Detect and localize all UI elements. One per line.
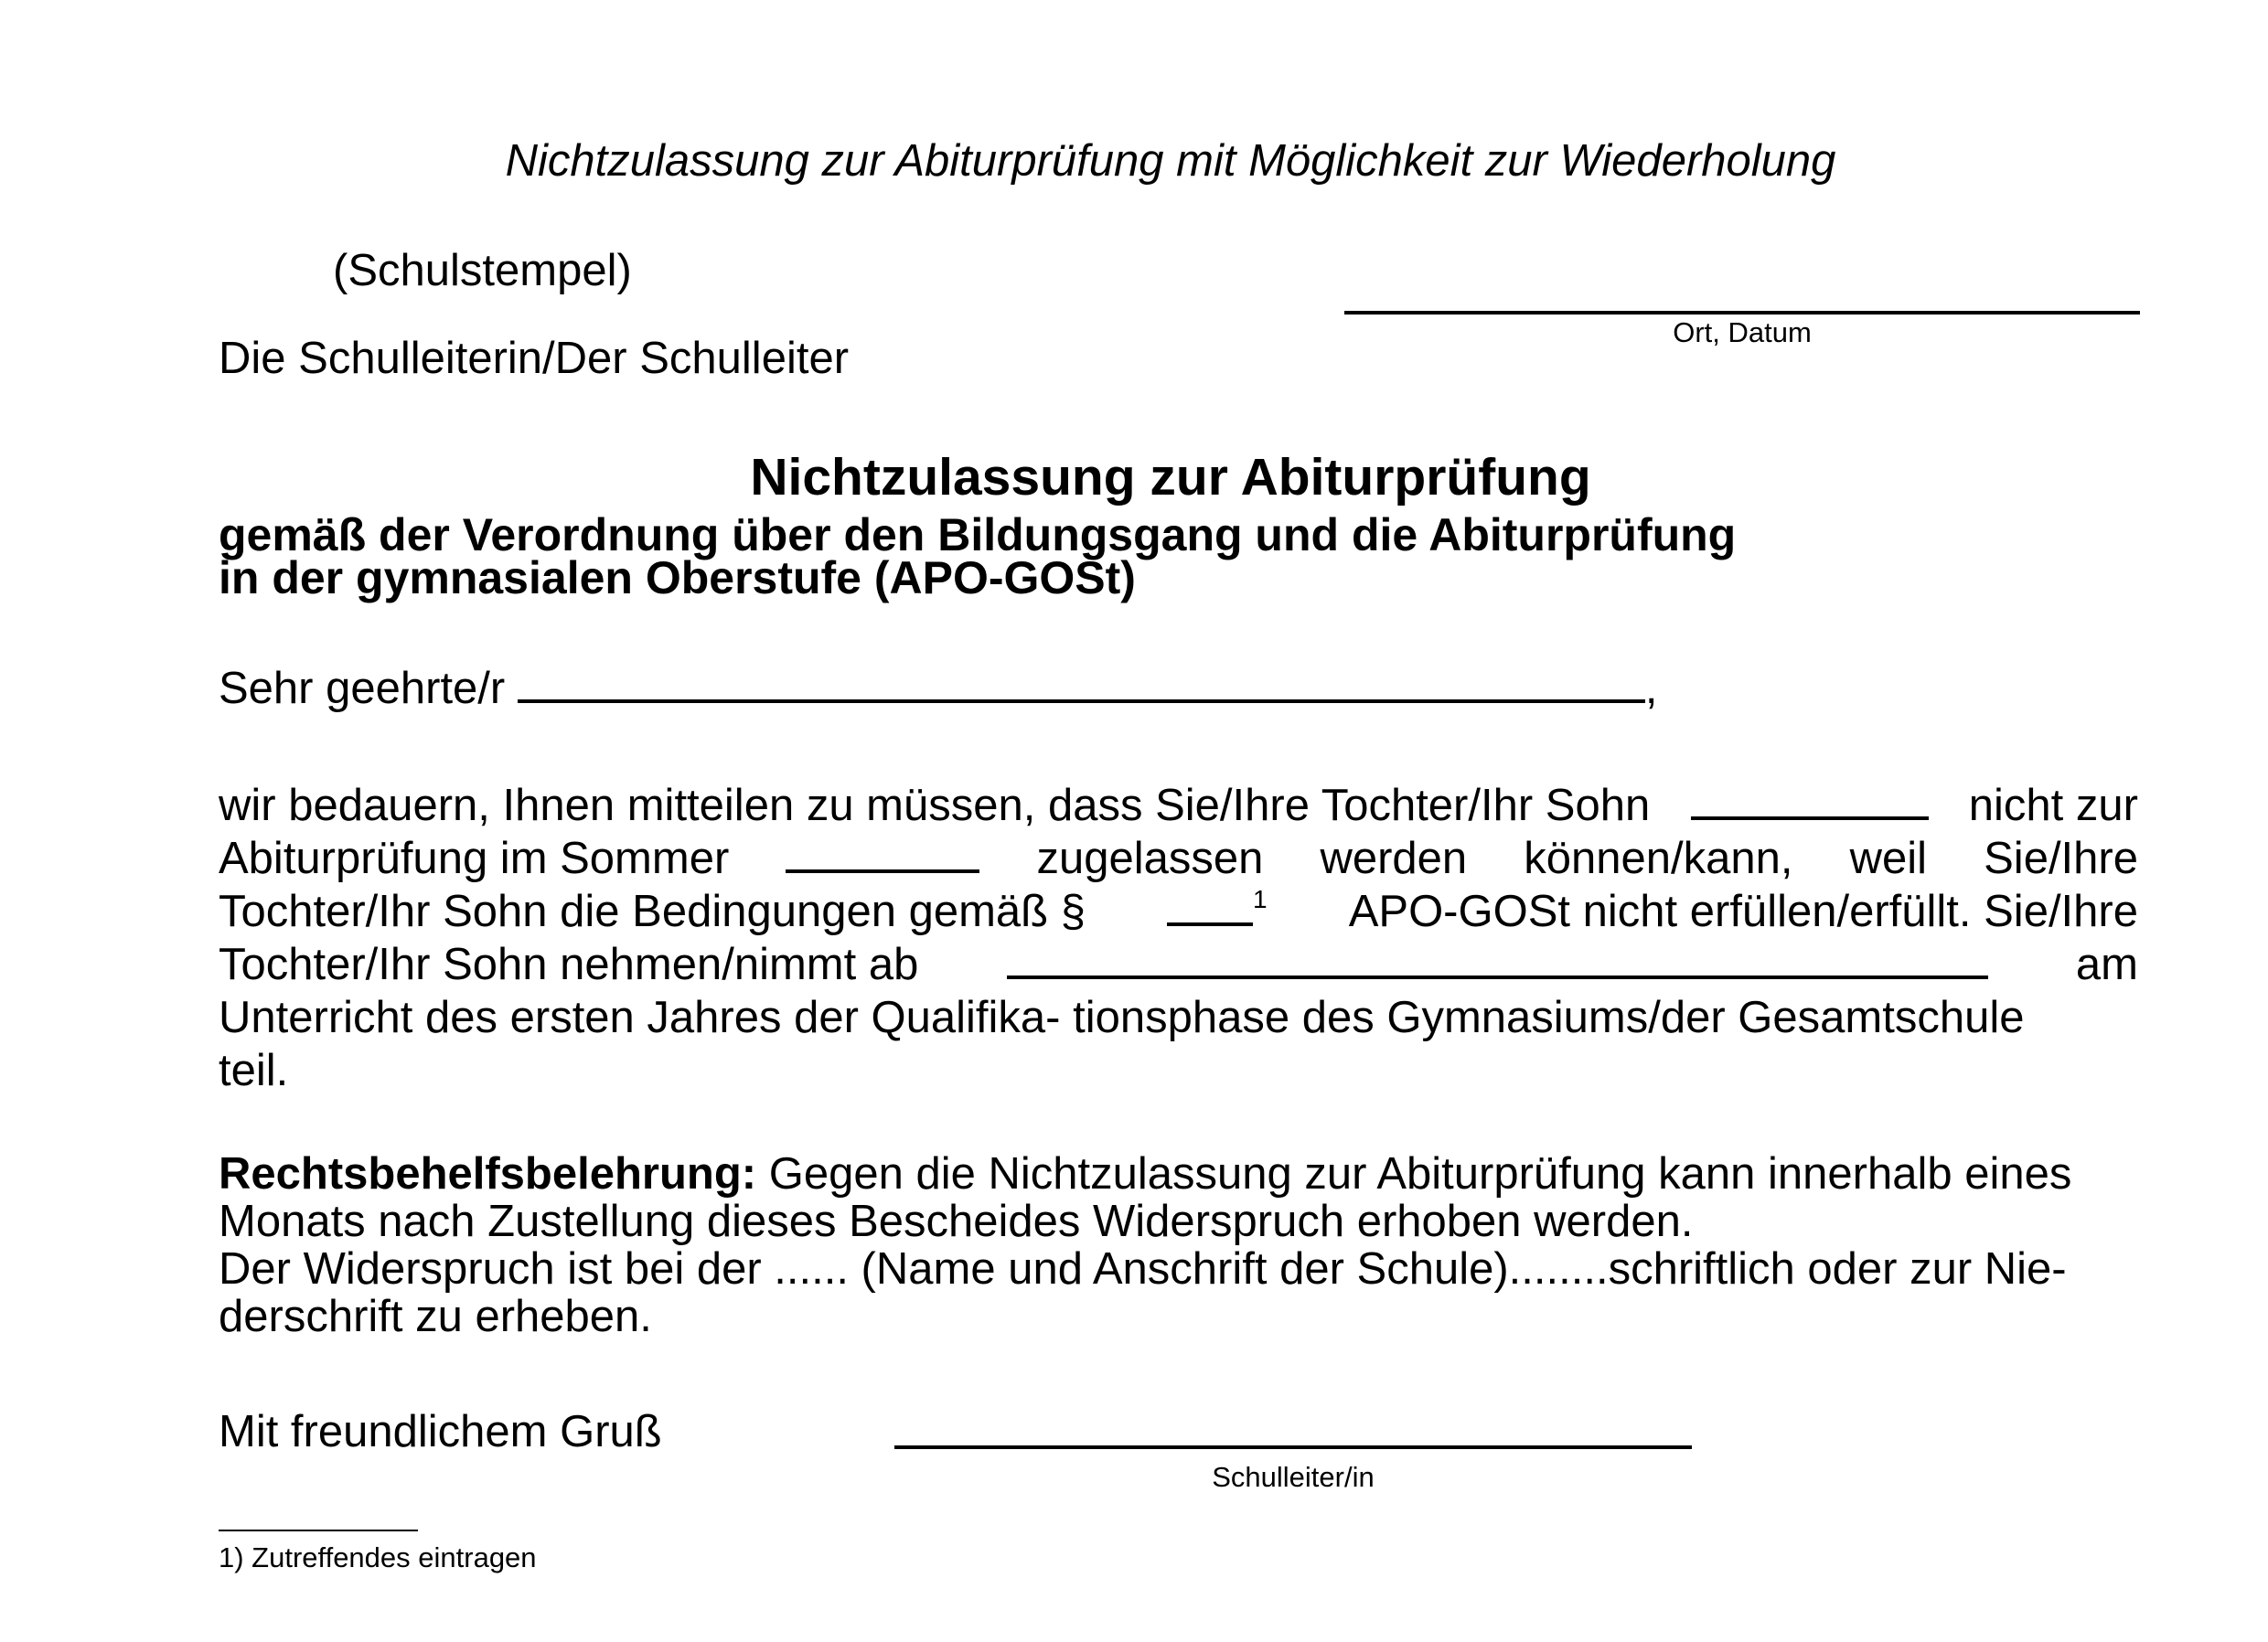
body-text: teil. bbox=[219, 1046, 289, 1095]
document-heading: Nichtzulassung zur Abiturprüfung mit Möglichkeit zur Wiederholung bbox=[505, 136, 1836, 186]
body-text: Abiturprüfung im Sommer bbox=[219, 834, 730, 883]
objection-paragraph: Der Widerspruch ist bei der ...... (Name und Anschrift der Schule)........schriftlich oder zur Nie-derschrift zu erheben. bbox=[219, 1244, 2067, 1341]
place-date-label: Ort, Datum bbox=[1673, 316, 1812, 348]
body-text: Tochter/Ihr Sohn die Bedingungen gemäß § bbox=[219, 887, 1086, 936]
body-text: zugelassen bbox=[1036, 834, 1264, 883]
body-text: Unterricht des ersten Jahres der Qualifika- tionsphase des Gymnasiums/der Gesamtschule bbox=[219, 993, 2025, 1042]
letter-subtitle bbox=[219, 509, 1956, 603]
student-name-blank bbox=[1691, 785, 1929, 820]
place-date-line bbox=[1344, 311, 2140, 315]
subtitle-line-1: gemäß der Verordnung über den Bildungsgang und die Abiturprüfung bbox=[219, 509, 1737, 560]
salutation-comma: , bbox=[1644, 664, 1658, 713]
body-text: Tochter/Ihr Sohn nehmen/nimmt ab bbox=[219, 940, 919, 989]
body-text: weil bbox=[1849, 834, 1928, 883]
body-text: können/kann, bbox=[1524, 834, 1793, 883]
body-text: wir bedauern, Ihnen mitteilen zu müssen, dass Sie/Ihre Tochter/Ihr Sohn bbox=[219, 781, 1651, 830]
footnote: 1) Zutreffendes eintragen bbox=[219, 1541, 537, 1573]
subtitle-line-2: in der gymnasialen Oberstufe (APO-GOSt) bbox=[219, 552, 1136, 603]
legal-remedy-label: Rechtsbehelfsbelehrung: bbox=[219, 1149, 757, 1199]
paragraph-number-blank bbox=[1167, 891, 1253, 926]
recipient-name-blank bbox=[518, 668, 1645, 703]
date-start-blank bbox=[1007, 944, 1988, 979]
body-text: Sie/Ihre bbox=[1984, 834, 2138, 883]
year-blank bbox=[786, 838, 979, 873]
signature-line bbox=[894, 1445, 1692, 1449]
closing-greeting: Mit freundlichem Gruß bbox=[219, 1407, 662, 1456]
school-stamp-placeholder: (Schulstempel) bbox=[333, 246, 632, 295]
body-line-3 bbox=[219, 885, 2138, 938]
salutation-text: Sehr geehrte/r bbox=[219, 664, 506, 713]
body-line-4 bbox=[219, 938, 2138, 991]
body-line-1 bbox=[219, 779, 2138, 832]
signature-label: Schulleiter/in bbox=[1212, 1461, 1375, 1493]
legal-remedy-section bbox=[219, 1150, 2138, 1340]
body-text: nicht zur bbox=[1968, 781, 2138, 830]
body-paragraph bbox=[219, 779, 2138, 1097]
footnote-marker: 1 bbox=[1253, 885, 1268, 913]
sender-principal: Die Schulleiterin/Der Schulleiter bbox=[219, 334, 850, 383]
body-line-5 bbox=[219, 991, 2138, 1044]
footnote-separator bbox=[219, 1530, 418, 1531]
body-text: werden bbox=[1320, 834, 1468, 883]
legal-remedy-paragraph bbox=[219, 1150, 2138, 1245]
legal-remedy-text: Gegen die Nichtzulassung zur Abiturprüfung kann innerhalb eines Monats nach Zustellung dieses Bescheides Widerspruch erhoben werden. bbox=[219, 1149, 2072, 1246]
body-line-6 bbox=[219, 1044, 2138, 1097]
body-text: APO-GOSt nicht erfüllen/erfüllt. Sie/Ihre bbox=[1348, 887, 2138, 936]
letter-title: Nichtzulassung zur Abiturprüfung bbox=[750, 448, 1591, 506]
body-line-2 bbox=[219, 832, 2138, 885]
body-text: am bbox=[2075, 940, 2138, 989]
salutation bbox=[219, 663, 1658, 714]
